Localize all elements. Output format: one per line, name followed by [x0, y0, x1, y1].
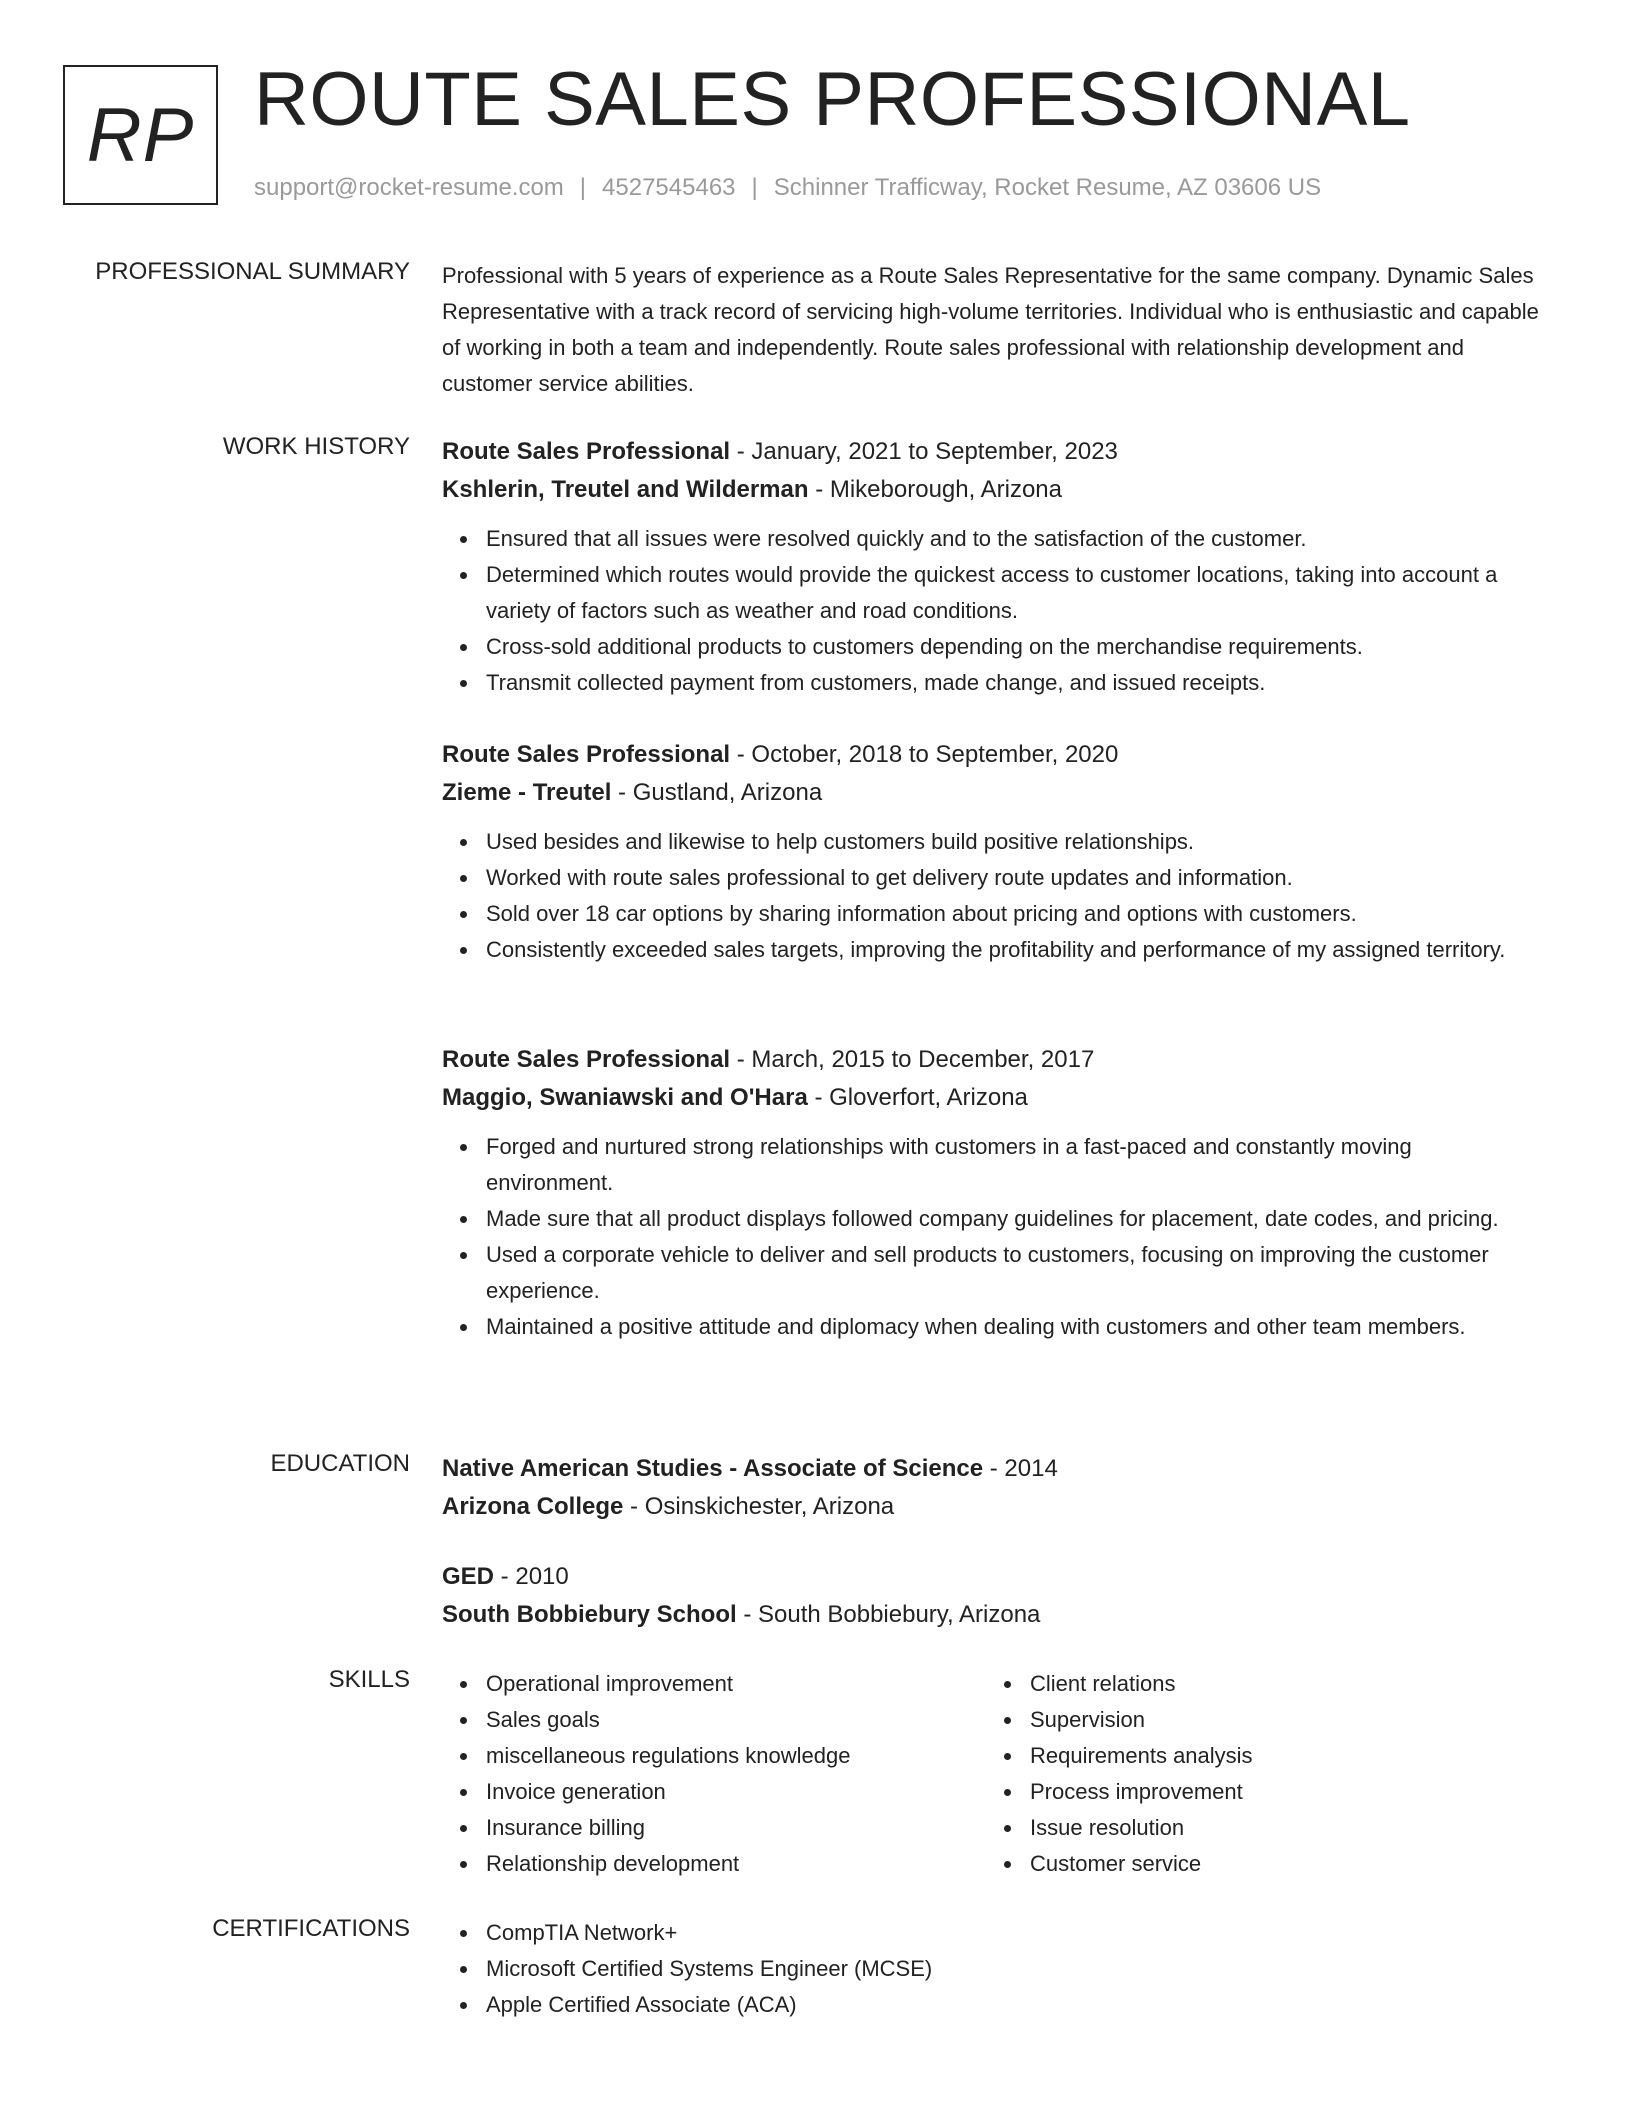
- job-title-line: [442, 736, 1542, 774]
- certifications-list: [442, 1915, 1542, 2023]
- education-degree: Native American Studies - Associate of Science: [442, 1455, 984, 1482]
- contact-line: [254, 174, 1321, 202]
- job-bullet: Transmit collected payment from customers, made change, and issued receipts.: [486, 665, 1542, 701]
- education-entry: [442, 1558, 1040, 1634]
- job-bullet: Forged and nurtured strong relationships with customers in a fast-paced and constantly moving environment.: [486, 1129, 1542, 1201]
- job-bullets: [442, 1129, 1542, 1345]
- skills-list: [986, 1666, 1506, 1882]
- job-bullet: Determined which routes would provide the quickest access to customer locations, taking into account a variety of factors such as weather and road conditions.: [486, 557, 1542, 629]
- education-school-line: [442, 1488, 1058, 1526]
- job-bullets: [442, 824, 1542, 968]
- summary-body: [442, 258, 1542, 402]
- skill-item: Supervision: [1030, 1702, 1506, 1738]
- skill-item: Issue resolution: [1030, 1810, 1506, 1846]
- skill-item: Operational improvement: [486, 1666, 962, 1702]
- job-company: Maggio, Swaniawski and O'Hara: [442, 1084, 808, 1111]
- job-dates: - March, 2015 to December, 2017: [730, 1046, 1095, 1073]
- education-school: South Bobbiebury School: [442, 1601, 737, 1628]
- education-location: - South Bobbiebury, Arizona: [736, 1601, 1041, 1628]
- certification-item: Apple Certified Associate (ACA): [486, 1987, 1542, 2023]
- job-dates: - January, 2021 to September, 2023: [730, 438, 1118, 465]
- job-entry: [442, 736, 1542, 968]
- job-bullet: Ensured that all issues were resolved quickly and to the satisfaction of the customer.: [486, 521, 1542, 557]
- job-location: - Mikeborough, Arizona: [808, 476, 1062, 503]
- job-company: Kshlerin, Treutel and Wilderman: [442, 476, 809, 503]
- job-title: Route Sales Professional: [442, 438, 731, 465]
- skills-column-right: [986, 1666, 1506, 1882]
- job-dates: - October, 2018 to September, 2020: [730, 741, 1119, 768]
- skills-list: [442, 1666, 962, 1882]
- job-location: - Gloverfort, Arizona: [807, 1084, 1028, 1111]
- job-bullets: [442, 521, 1542, 701]
- education-degree-line: [442, 1558, 1040, 1596]
- job-bullet: Consistently exceeded sales targets, improving the profitability and performance of my assigned territory.: [486, 932, 1542, 968]
- certification-item: CompTIA Network+: [486, 1915, 1542, 1951]
- education-year: - 2010: [494, 1563, 569, 1590]
- skill-item: miscellaneous regulations knowledge: [486, 1738, 962, 1774]
- skills-column-left: [442, 1666, 962, 1882]
- certifications-body: [442, 1915, 1542, 2023]
- education-school-line: [442, 1596, 1040, 1634]
- section-label-summary: PROFESSIONAL SUMMARY: [95, 258, 410, 285]
- job-bullet: Used a corporate vehicle to deliver and sell products to customers, focusing on improving the customer experience.: [486, 1237, 1542, 1309]
- education-school: Arizona College: [442, 1493, 624, 1520]
- contact-separator: |: [751, 174, 758, 201]
- job-entry: [442, 433, 1542, 701]
- job-company-line: [442, 1079, 1542, 1117]
- resume-title: ROUTE SALES PROFESSIONAL: [254, 57, 1411, 142]
- job-company-line: [442, 774, 1542, 812]
- job-title: Route Sales Professional: [442, 1046, 731, 1073]
- skill-item: Insurance billing: [486, 1810, 962, 1846]
- job-bullet: Cross-sold additional products to customers depending on the merchandise requirements.: [486, 629, 1542, 665]
- job-location: - Gustland, Arizona: [611, 779, 823, 806]
- contact-address: Schinner Trafficway, Rocket Resume, AZ 03606 US: [773, 174, 1322, 201]
- skill-item: Process improvement: [1030, 1774, 1506, 1810]
- section-label-skills: SKILLS: [328, 1666, 410, 1693]
- contact-email[interactable]: support@rocket-resume.com: [254, 174, 564, 201]
- contact-separator: |: [579, 174, 587, 201]
- job-bullet: Worked with route sales professional to get delivery route updates and information.: [486, 860, 1542, 896]
- skill-item: Sales goals: [486, 1702, 962, 1738]
- monogram-logo: RP: [63, 65, 218, 205]
- skill-item: Relationship development: [486, 1846, 962, 1882]
- section-label-work-history: WORK HISTORY: [222, 433, 410, 460]
- summary-text: Professional with 5 years of experience as a Route Sales Representative for the same company. Dynamic Sales Representative with a track record of servicing high-volume territories. Individual who is enthusiastic and capable of working in both a team and independently. Route sales professional with relationship development and customer service abilities.: [442, 263, 1539, 396]
- job-bullet: Made sure that all product displays followed company guidelines for placement, date codes, and pricing.: [486, 1201, 1542, 1237]
- section-label-education: EDUCATION: [270, 1450, 410, 1477]
- education-location: - Osinskichester, Arizona: [623, 1493, 895, 1520]
- skill-item: Customer service: [1030, 1846, 1506, 1882]
- job-title-line: [442, 1041, 1542, 1079]
- job-bullet: Maintained a positive attitude and diplomacy when dealing with customers and other team members.: [486, 1309, 1542, 1345]
- contact-phone[interactable]: 4527545463: [602, 174, 736, 201]
- skill-item: Requirements analysis: [1030, 1738, 1506, 1774]
- job-title-line: [442, 433, 1542, 471]
- job-bullet: Sold over 18 car options by sharing information about pricing and options with customers.: [486, 896, 1542, 932]
- education-degree: GED: [442, 1563, 495, 1590]
- education-degree-line: [442, 1450, 1058, 1488]
- certification-item: Microsoft Certified Systems Engineer (MCSE): [486, 1951, 1542, 1987]
- education-entry: [442, 1450, 1058, 1526]
- job-title: Route Sales Professional: [442, 741, 731, 768]
- skill-item: Invoice generation: [486, 1774, 962, 1810]
- education-year: - 2014: [983, 1455, 1058, 1482]
- skill-item: Client relations: [1030, 1666, 1506, 1702]
- job-company: Zieme - Treutel: [442, 779, 612, 806]
- section-label-certifications: CERTIFICATIONS: [212, 1915, 410, 1942]
- job-bullet: Used besides and likewise to help customers build positive relationships.: [486, 824, 1542, 860]
- job-entry: [442, 1041, 1542, 1345]
- job-company-line: [442, 471, 1542, 509]
